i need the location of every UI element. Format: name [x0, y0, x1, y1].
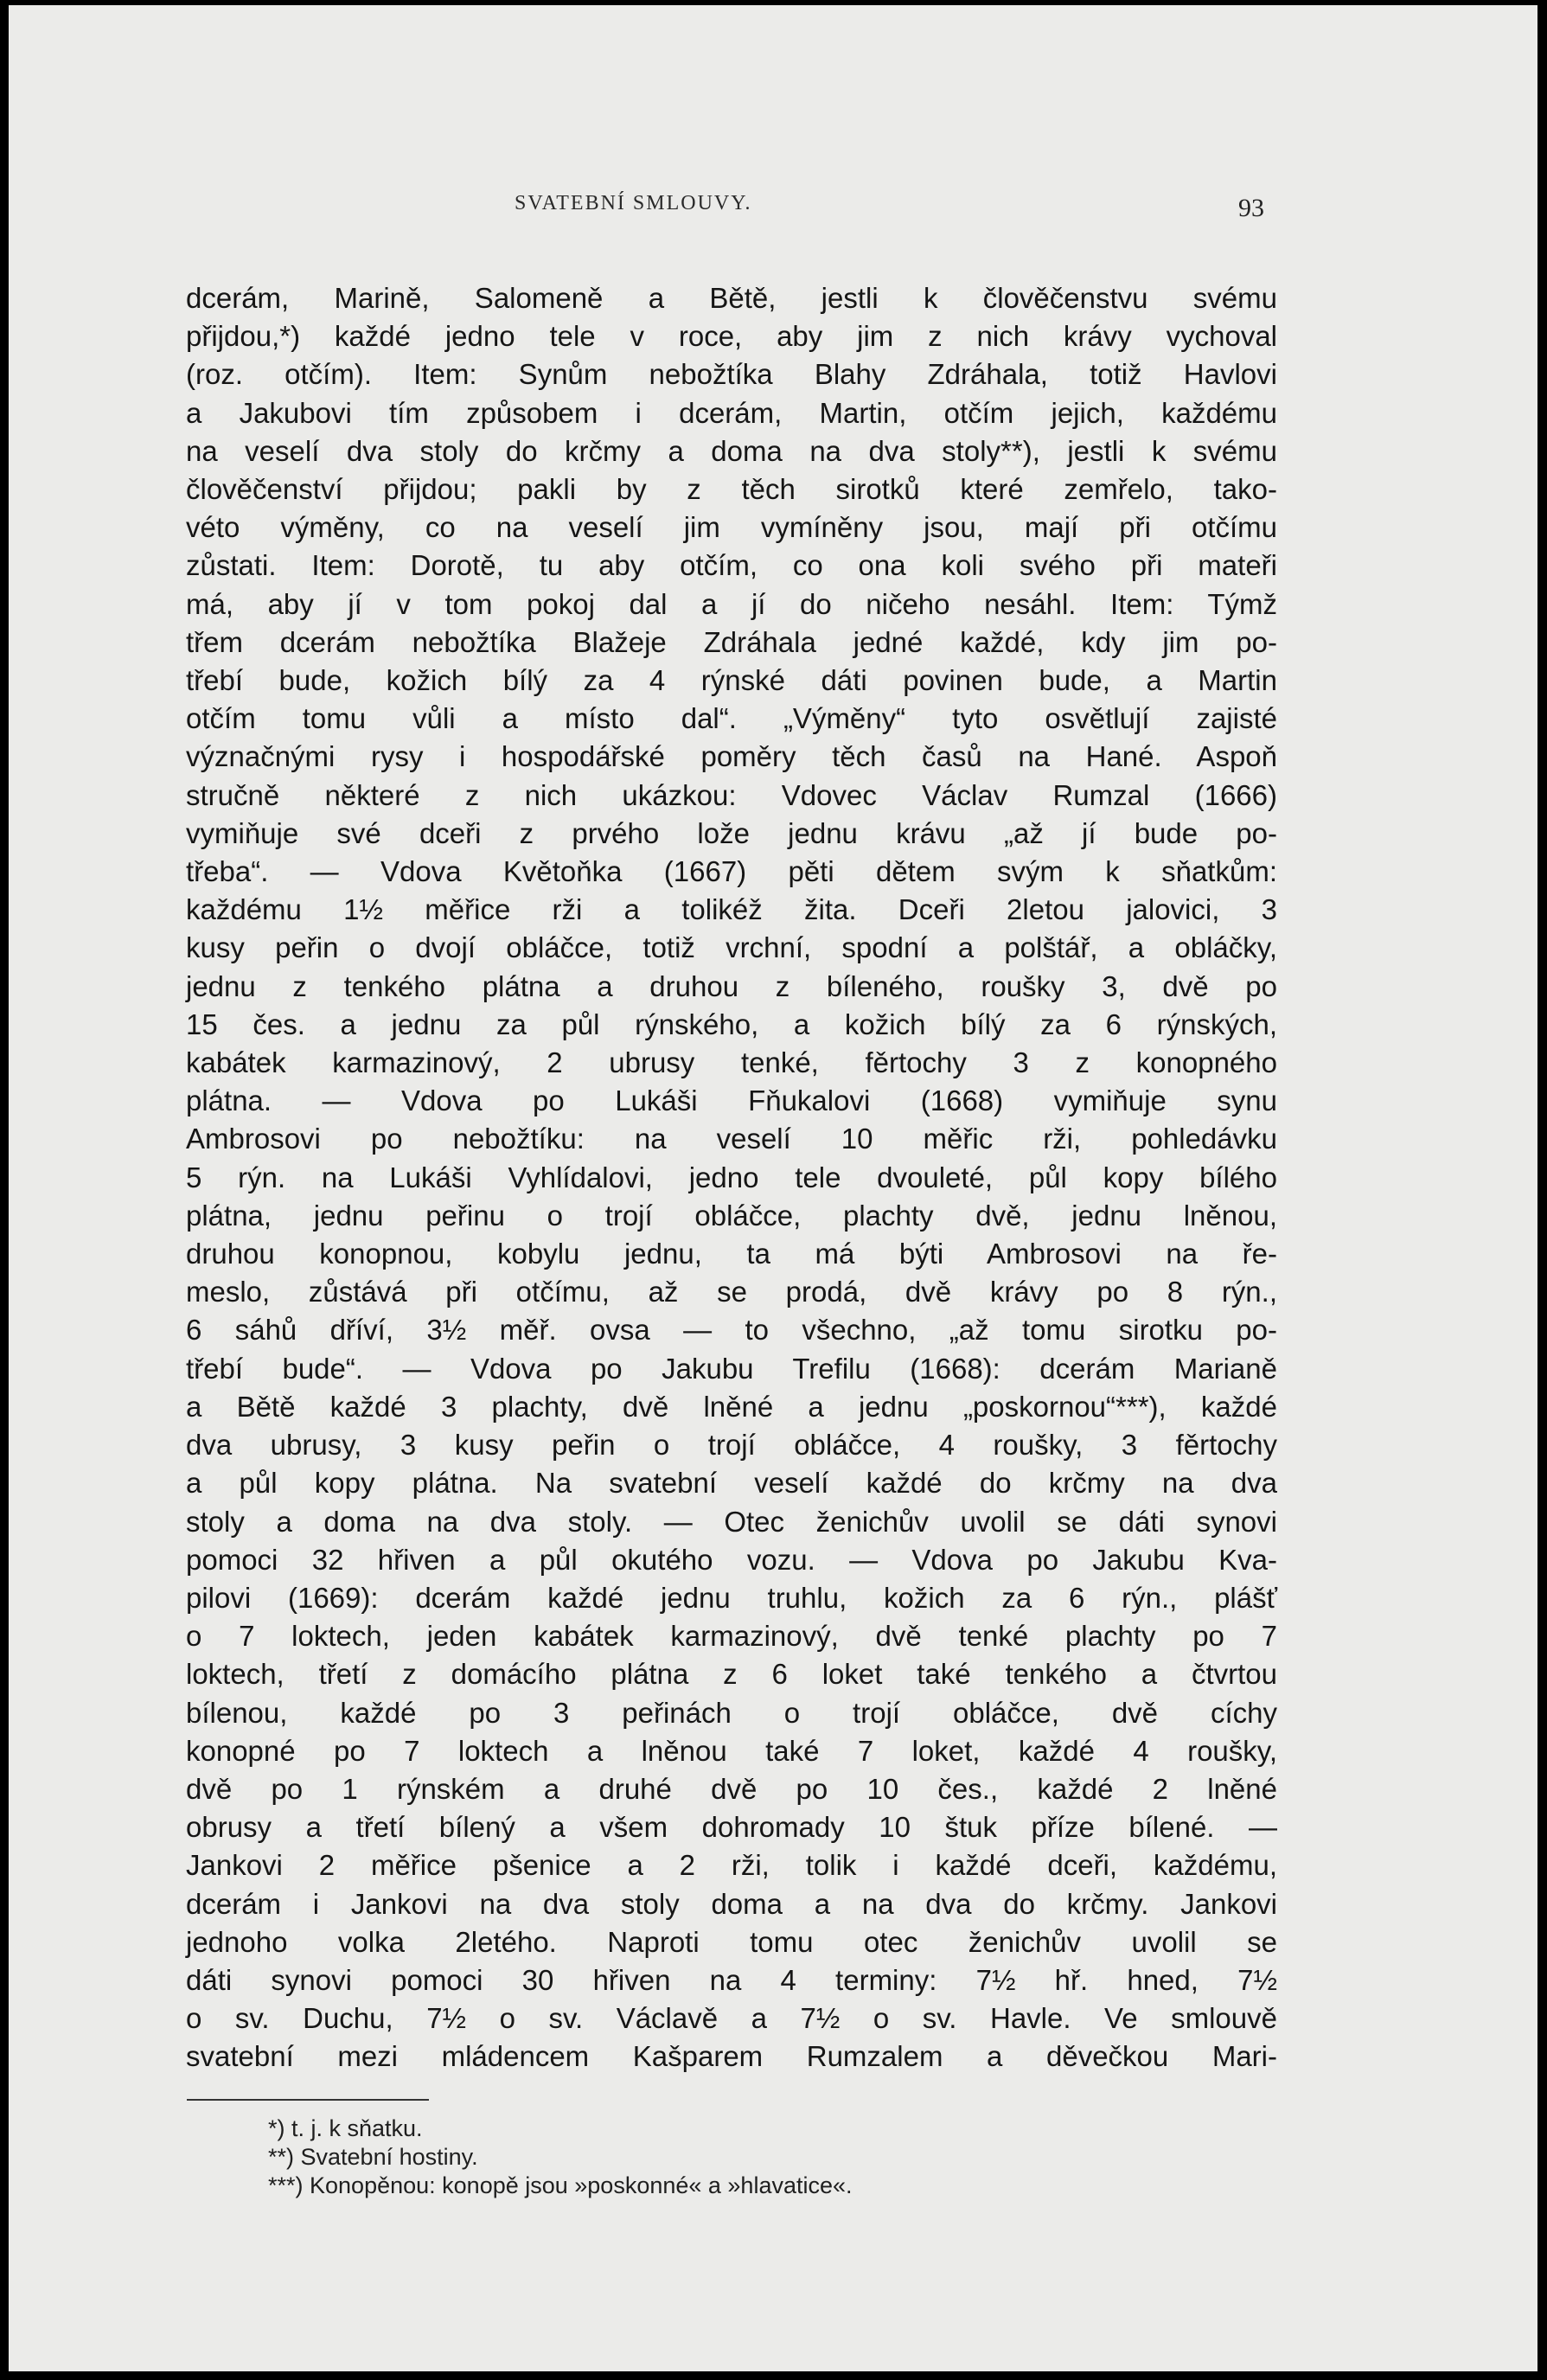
- text-line: loktech, třetí z domácího plátna z 6 loket také tenkého a čtvrtou: [186, 1658, 1277, 1691]
- text-line: pilovi (1669): dcerám každé jednu truhlu, kožich za 6 rýn., plášť: [186, 1581, 1277, 1614]
- text-line: dvě po 1 rýnském a druhé dvě po 10 čes., každé 2 lněné: [186, 1772, 1277, 1805]
- text-line: třebí bude“. — Vdova po Jakubu Trefilu (1668): dcerám Marianě: [186, 1352, 1277, 1385]
- text-line: člověčenství přijdou; pakli by z těch sirotků které zemřelo, tako-: [186, 473, 1277, 506]
- text-line: dcerám i Jankovi na dva stoly doma a na dva do krčmy. Jankovi: [186, 1887, 1277, 1920]
- text-line: o sv. Duchu, 7½ o sv. Václavě a 7½ o sv. Havle. Ve smlouvě: [186, 2002, 1277, 2035]
- text-line: meslo, zůstává při otčímu, až se prodá, dvě krávy po 8 rýn.,: [186, 1276, 1277, 1308]
- page-number: 93: [1238, 194, 1264, 222]
- text-line: dáti synovi pomoci 30 hřiven na 4 terminy: 7½ hř. hned, 7½: [186, 1963, 1277, 1996]
- text-line: svatební mezi mládencem Kašparem Rumzalem a děvečkou Mari-: [186, 2040, 1277, 2073]
- text-line: druhou konopnou, kobylu jednu, ta má býti Ambrosovi na ře-: [186, 1238, 1277, 1270]
- text-line: každému 1½ měřice rži a tolikéž žita. Dceři 2letou jalovici, 3: [186, 893, 1277, 926]
- text-line: třebí bude, kožich bílý za 4 rýnské dáti povinen bude, a Martin: [186, 664, 1277, 697]
- text-line: plátna, jednu peřinu o trojí obláčce, plachty dvě, jednu lněnou,: [186, 1199, 1277, 1232]
- text-line: dcerám, Marině, Salomeně a Bětě, jestli k člověčenstvu svému: [186, 282, 1277, 314]
- footnote-divider: [187, 2099, 429, 2101]
- text-line: otčím tomu vůli a místo dal“. „Výměny“ tyto osvětlují zajisté: [186, 702, 1277, 735]
- text-line: 5 rýn. na Lukáši Vyhlídalovi, jedno tele dvouleté, půl kopy bílého: [186, 1161, 1277, 1193]
- text-line: véto výměny, co na veselí jim vymíněny jsou, mají při otčímu: [186, 511, 1277, 544]
- text-line: o 7 loktech, jeden kabátek karmazinový, dvě tenké plachty po 7: [186, 1620, 1277, 1653]
- text-line: jednu z tenkého plátna a druhou z bíleného, roušky 3, dvě po: [186, 969, 1277, 1002]
- text-line: jednoho volka 2letého. Naproti tomu otec ženichův uvolil se: [186, 1925, 1277, 1958]
- text-line: plátna. — Vdova po Lukáši Fňukalovi (1668) vymiňuje synu: [186, 1084, 1277, 1117]
- running-title: SVATEBNÍ SMLOUVY.: [515, 192, 752, 214]
- text-line: vymiňuje své dceři z prvého lože jednu krávu „až jí bude po-: [186, 816, 1277, 849]
- footnote: *) t. j. k sňatku.: [268, 2115, 423, 2141]
- text-line: stoly a doma na dva stoly. — Otec ženichův uvolil se dáti synovi: [186, 1505, 1277, 1538]
- body-text: [186, 279, 1277, 2076]
- page-header: [9, 192, 1537, 227]
- text-line: a Bětě každé 3 plachty, dvě lněné a jednu „poskornou“***), každé: [186, 1390, 1277, 1423]
- text-line: zůstati. Item: Dorotě, tu aby otčím, co ona koli svého při mateři: [186, 549, 1277, 582]
- footnote: ***) Konopěnou: konopě jsou »poskonné« a »hlavatice«.: [268, 2172, 853, 2198]
- text-line: na veselí dva stoly do krčmy a doma na dva stoly**), jestli k svému: [186, 434, 1277, 467]
- text-line: pomoci 32 hřiven a půl okutého vozu. — Vdova po Jakubu Kva-: [186, 1543, 1277, 1576]
- text-line: a půl kopy plátna. Na svatební veselí každé do krčmy na dva: [186, 1467, 1277, 1500]
- text-line: Jankovi 2 měřice pšenice a 2 rži, tolik i každé dceři, každému,: [186, 1849, 1277, 1882]
- text-line: 15 čes. a jednu za půl rýnského, a kožich bílý za 6 rýnských,: [186, 1008, 1277, 1040]
- text-line: (roz. otčím). Item: Synům nebožtíka Blahy Zdráhala, totiž Havlovi: [186, 358, 1277, 391]
- text-line: kabátek karmazinový, 2 ubrusy tenké, fěrtochy 3 z konopného: [186, 1046, 1277, 1079]
- text-line: kusy peřin o dvojí obláčce, totiž vrchní, spodní a polštář, a obláčky,: [186, 931, 1277, 964]
- text-line: význačnými rysy i hospodářské poměry těch časů na Hané. Aspoň: [186, 740, 1277, 773]
- text-line: třem dcerám nebožtíka Blažeje Zdráhala jedné každé, kdy jim po-: [186, 625, 1277, 658]
- text-line: dva ubrusy, 3 kusy peřin o trojí obláčce, 4 roušky, 3 fěrtochy: [186, 1429, 1277, 1462]
- footnote: **) Svatební hostiny.: [268, 2144, 478, 2170]
- text-line: konopné po 7 loktech a lněnou také 7 loket, každé 4 roušky,: [186, 1734, 1277, 1767]
- text-line: Ambrosovi po nebožtíku: na veselí 10 měřic rži, pohledávku: [186, 1123, 1277, 1155]
- text-line: obrusy a třetí bílený a všem dohromady 10 štuk příze bílené. —: [186, 1811, 1277, 1844]
- text-line: stručně některé z nich ukázkou: Vdovec Václav Rumzal (1666): [186, 778, 1277, 811]
- book-page: [9, 5, 1537, 2371]
- footnotes: [268, 2114, 853, 2200]
- text-line: a Jakubovi tím způsobem i dcerám, Martin, otčím jejich, každému: [186, 396, 1277, 429]
- text-line: bílenou, každé po 3 peřinách o trojí obláčce, dvě cíchy: [186, 1696, 1277, 1729]
- text-line: má, aby jí v tom pokoj dal a jí do ničeho nesáhl. Item: Týmž: [186, 587, 1277, 620]
- text-line: přijdou,*) každé jedno tele v roce, aby jim z nich krávy vychoval: [186, 320, 1277, 353]
- text-line: 6 sáhů dříví, 3½ měř. ovsa — to všechno, „až tomu sirotku po-: [186, 1314, 1277, 1347]
- text-line: třeba“. — Vdova Květoňka (1667) pěti dětem svým k sňatkům:: [186, 855, 1277, 888]
